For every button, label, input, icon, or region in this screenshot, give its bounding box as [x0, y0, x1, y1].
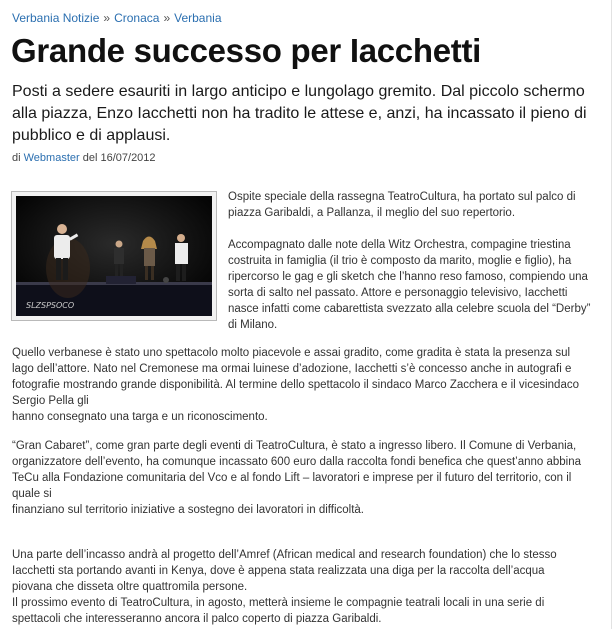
paragraph-line: Il prossimo evento di TeatroCultura, in agosto, metterà insieme le compagnie teatrali locali in una serie di	[12, 597, 545, 609]
breadcrumb-separator: »	[103, 11, 111, 25]
author-link[interactable]: Webmaster	[23, 152, 80, 164]
paragraph-line: ripercorso le gag e gli sketch che l’hanno reso famoso, compiendo una	[228, 271, 588, 283]
paragraph-line: nasce infatti come cabarettista svezzato alla celebre scuola del “Derby”	[228, 303, 591, 315]
stage-photo-image	[16, 196, 212, 316]
paragraph-line: Ospite speciale della rassegna TeatroCultura, ha portato sul palco di	[228, 191, 576, 203]
paragraph-line: di Milano.	[228, 319, 278, 331]
article-date: 16/07/2012	[100, 152, 156, 164]
paragraph-line: organizzatore dell’evento, ha comunque incassato 600 euro dalla raccolta fondi benefica che quest’anno abbina	[12, 456, 582, 468]
article-subtitle: Posti a sedere esauriti in largo anticipo e lungolago gremito. Dal piccolo schermo alla piazza, Enzo Iacchetti non ha tradito le attese e, anzi, ha incassato il pieno di pubblico e di applausi.	[12, 83, 587, 144]
photo-watermark: SLZSPSOCO	[26, 301, 75, 310]
paragraph-line: finanziano sul territorio iniziative a sostegno dei lavoratori in difficoltà.	[12, 504, 365, 516]
paragraph-line: “Gran Cabaret”, come gran parte degli eventi di TeatroCultura, è stato a ingresso libero. Il Comune di Verbania,	[12, 440, 577, 452]
paragraph-line: TeCu alla Fondazione comunitaria del Vco e al fondo Lift – lavoratori e imprese per il futuro del territorio, con il	[12, 472, 572, 484]
byline-date-prefix: del	[82, 152, 98, 164]
byline-prefix: di	[12, 152, 21, 164]
paragraph-line: piovana che disseta oltre quattromila persone.	[12, 581, 248, 593]
breadcrumb-link-cronaca[interactable]: Cronaca	[114, 11, 160, 25]
paragraph-line: Una parte dell’incasso andrà al progetto dell’Amref (African medical and research foundation) che lo stesso	[12, 549, 557, 561]
paragraph-line: costruita in famiglia (il trio è composto da marito, moglie e figlio), ha	[228, 255, 572, 267]
breadcrumb-link-verbania[interactable]: Verbania	[174, 11, 222, 25]
paragraph-line: Iacchetti sta portando avanti in Kenya, dove è appena stata realizzata una diga per la raccolta dell’acqua	[12, 565, 545, 577]
article-title: Grande successo per Iacchetti	[11, 32, 482, 69]
article-photo[interactable]	[11, 191, 217, 321]
paragraph-line: lago dell’attore. Nato nel Cremonese ma ormai luinese d’adozione, Iacchetti s’è concesso anche in autografi e	[12, 363, 572, 375]
article-paragraph	[12, 345, 608, 425]
breadcrumb-separator: »	[163, 11, 171, 25]
paragraph-line: piazza Garibaldi, a Pallanza, il meglio del suo repertorio.	[228, 207, 516, 219]
article-paragraph	[12, 595, 608, 627]
breadcrumb-link-verbania-notizie[interactable]: Verbania Notizie	[12, 11, 100, 25]
paragraph-line: quale si	[12, 488, 52, 500]
paragraph-line: spettacoli che interesseranno ancora il palco coperto di piazza Garibaldi.	[12, 613, 382, 625]
article-paragraph	[12, 438, 608, 518]
article-byline	[12, 152, 156, 164]
article-paragraph	[228, 237, 608, 333]
article-paragraph	[228, 189, 604, 221]
breadcrumb	[12, 11, 222, 25]
article-paragraph	[12, 547, 608, 595]
paragraph-line: sorta di salto nel passato. Attore e personaggio televisivo, Iacchetti	[228, 287, 568, 299]
paragraph-line: Sergio Pella gli	[12, 395, 89, 407]
paragraph-line: Accompagnato dalle note della Witz Orchestra, compagine triestina	[228, 239, 571, 251]
paragraph-line: hanno consegnato una targa e un riconoscimento.	[12, 411, 268, 423]
paragraph-line: fotografie mostrando grande disponibilità. Al termine dello spettacolo il sindaco Marco Zacchera e il vicesindaco	[12, 379, 579, 391]
paragraph-line: Quello verbanese è stato uno spettacolo molto piacevole e assai gradito, come gradita è stata la presenza sul	[12, 347, 571, 359]
